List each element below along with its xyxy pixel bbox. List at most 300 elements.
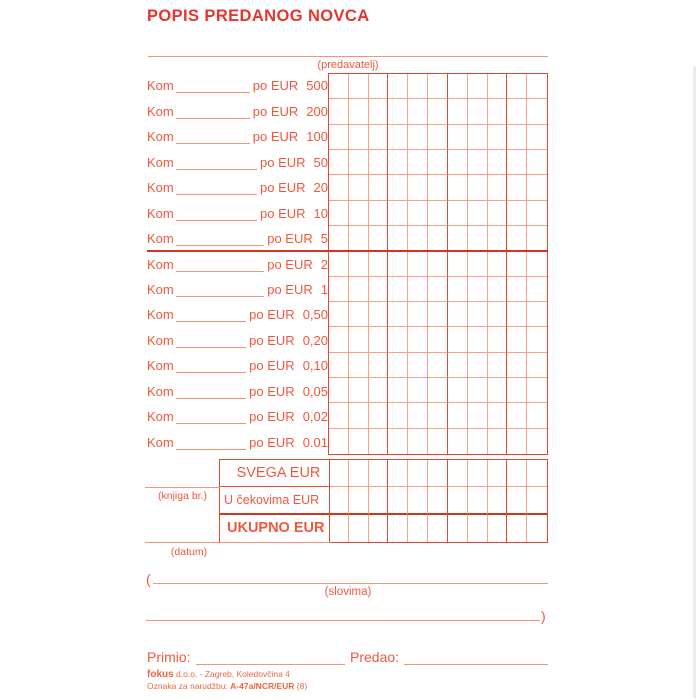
- grid-cell: [388, 487, 408, 514]
- grid-cell: [329, 429, 349, 454]
- grid-cell: [369, 378, 389, 403]
- grid-cell: [369, 226, 389, 251]
- grid-cell: [329, 403, 349, 428]
- grid-cell: [527, 74, 547, 99]
- grid-cell: [527, 403, 547, 428]
- grid-cell: [507, 99, 527, 124]
- grid-cell: [527, 302, 547, 327]
- grid-cell: [349, 125, 369, 150]
- grid-cell: [408, 429, 428, 454]
- quantity-write-line: [176, 180, 257, 195]
- grid-cell: [488, 302, 508, 327]
- grid-cell: [349, 378, 369, 403]
- denomination-value: 5: [320, 231, 328, 247]
- grid-cell: [388, 175, 408, 200]
- per-eur-label: po EUR: [249, 383, 295, 399]
- grid-cell: [448, 226, 468, 251]
- grid-cell: [369, 487, 389, 514]
- grid-cell: [369, 403, 389, 428]
- grid-cell: [507, 515, 527, 542]
- per-eur-label: po EUR: [249, 409, 295, 425]
- kom-label: Kom: [147, 231, 174, 247]
- grid-cell: [488, 403, 508, 428]
- grid-cell: [488, 125, 508, 150]
- grid-cell: [408, 378, 428, 403]
- grid-cell: [388, 302, 408, 327]
- denomination-value: 0,50: [302, 307, 328, 323]
- grid-cell: [408, 74, 428, 99]
- kom-label: Kom: [147, 154, 174, 170]
- summary-label-box: [219, 459, 330, 543]
- grid-cell: [408, 302, 428, 327]
- grid-cell: [527, 201, 547, 226]
- grid-cell: [329, 353, 349, 378]
- grid-cell: [448, 460, 468, 487]
- quantity-write-line: [176, 333, 246, 348]
- grid-cell: [349, 515, 369, 542]
- grid-cell: [388, 460, 408, 487]
- grid-cell: [448, 150, 468, 175]
- grid-cell: [349, 277, 369, 302]
- denomination-row-0,50: [147, 302, 328, 327]
- grid-cell: [369, 327, 389, 352]
- grid-cell: [468, 201, 488, 226]
- kom-label: Kom: [147, 383, 174, 399]
- grid-cell: [388, 515, 408, 542]
- tally-grid: [328, 73, 548, 455]
- grid-cell: [369, 429, 389, 454]
- grid-cell: [468, 125, 488, 150]
- grid-cell: [488, 378, 508, 403]
- denomination-value: 100: [306, 129, 328, 145]
- quantity-write-line: [176, 307, 246, 322]
- grid-cell: [448, 429, 468, 454]
- grid-cell: [349, 487, 369, 514]
- grid-cell: [527, 175, 547, 200]
- grid-cell: [507, 327, 527, 352]
- grid-cell: [408, 460, 428, 487]
- grid-cell: [428, 251, 448, 276]
- u-cekovima-eur-label: U čekovima EUR: [220, 487, 329, 514]
- grid-cell: [329, 201, 349, 226]
- grid-cell: [527, 150, 547, 175]
- grid-cell: [408, 403, 428, 428]
- grid-cell: [388, 403, 408, 428]
- quantity-write-line: [176, 257, 265, 272]
- predao-signature-row: [350, 648, 548, 665]
- close-parenthesis: ): [541, 608, 546, 624]
- grid-cell: [488, 429, 508, 454]
- grid-cell: [468, 429, 488, 454]
- grid-cell: [507, 302, 527, 327]
- knjiga-write-line: [145, 487, 220, 488]
- grid-cell: [369, 515, 389, 542]
- datum-write-line: [145, 542, 330, 543]
- grid-cell: [408, 353, 428, 378]
- slovima-write-line-1: [153, 583, 548, 584]
- grid-cell: [448, 378, 468, 403]
- grid-cell: [329, 99, 349, 124]
- kom-label: Kom: [147, 78, 174, 94]
- grid-cell: [428, 99, 448, 124]
- grid-cell: [468, 487, 488, 514]
- denomination-value: 10: [313, 205, 328, 221]
- grid-cell: [488, 515, 508, 542]
- grid-cell: [369, 74, 389, 99]
- grid-cell: [468, 175, 488, 200]
- grid-cell: [507, 277, 527, 302]
- predao-label: Predao:: [350, 649, 400, 665]
- kom-label: Kom: [147, 358, 174, 374]
- grid-cell: [448, 251, 468, 276]
- kom-label: Kom: [147, 256, 174, 272]
- grid-cell: [369, 99, 389, 124]
- grid-cell: [448, 403, 468, 428]
- grid-cell: [507, 201, 527, 226]
- grid-cell: [408, 201, 428, 226]
- grid-cell: [488, 74, 508, 99]
- grid-cell: [468, 302, 488, 327]
- grid-cell: [349, 251, 369, 276]
- predao-signature-line: [404, 661, 548, 665]
- grid-cell: [507, 125, 527, 150]
- grid-cell: [369, 302, 389, 327]
- per-eur-label: po EUR: [267, 231, 313, 247]
- grid-cell: [428, 74, 448, 99]
- grid-cell: [428, 515, 448, 542]
- page-edge-shadow: [693, 66, 696, 698]
- quantity-write-line: [176, 155, 257, 170]
- per-eur-label: po EUR: [249, 307, 295, 323]
- grid-cell: [349, 327, 369, 352]
- grid-cell: [488, 353, 508, 378]
- grid-cell: [388, 150, 408, 175]
- grid-cell: [408, 125, 428, 150]
- printer-imprint: [147, 669, 307, 691]
- grid-cell: [527, 515, 547, 542]
- grid-cell: [349, 99, 369, 124]
- grid-cell: [448, 487, 468, 514]
- grid-cell: [329, 125, 349, 150]
- grid-cell: [369, 175, 389, 200]
- grid-cell: [388, 74, 408, 99]
- grid-cell: [329, 378, 349, 403]
- notes-coins-divider-line: [147, 250, 548, 252]
- denomination-value: 0,02: [302, 409, 328, 425]
- grid-cell: [527, 277, 547, 302]
- per-eur-label: po EUR: [260, 180, 306, 196]
- grid-cell: [428, 226, 448, 251]
- denomination-value: 2: [320, 256, 328, 272]
- per-eur-label: po EUR: [249, 358, 295, 374]
- grid-cell: [507, 175, 527, 200]
- grid-cell: [369, 353, 389, 378]
- grid-cell: [428, 429, 448, 454]
- slovima-write-line-2: [146, 620, 540, 621]
- kom-label: Kom: [147, 332, 174, 348]
- grid-cell: [388, 226, 408, 251]
- grid-cell: [448, 327, 468, 352]
- grid-cell: [428, 327, 448, 352]
- grid-cell: [448, 353, 468, 378]
- imprint-order-line: Oznaka za narudžbu: A-47a/NCR/EUR (8): [147, 680, 308, 691]
- grid-cell: [408, 277, 428, 302]
- grid-cell: [488, 277, 508, 302]
- grid-cell: [349, 175, 369, 200]
- grid-cell: [349, 429, 369, 454]
- denomination-row-200: [147, 98, 328, 123]
- grid-cell: [408, 99, 428, 124]
- grid-cell: [507, 226, 527, 251]
- grid-cell: [369, 251, 389, 276]
- denomination-value: 0,20: [302, 332, 328, 348]
- grid-cell: [369, 277, 389, 302]
- denomination-row-0.01: [147, 430, 328, 455]
- quantity-write-line: [176, 231, 265, 246]
- quantity-write-line: [176, 78, 250, 93]
- grid-cell: [329, 251, 349, 276]
- grid-cell: [349, 150, 369, 175]
- grid-cell: [388, 99, 408, 124]
- grid-cell: [408, 251, 428, 276]
- grid-cell: [428, 175, 448, 200]
- grid-cell: [468, 251, 488, 276]
- per-eur-label: po EUR: [249, 434, 295, 450]
- grid-cell: [428, 277, 448, 302]
- grid-cell: [369, 460, 389, 487]
- grid-cell: [448, 515, 468, 542]
- grid-cell: [468, 327, 488, 352]
- denomination-value: 0,05: [302, 383, 328, 399]
- quantity-write-line: [176, 409, 246, 424]
- grid-cell: [448, 201, 468, 226]
- grid-cell: [428, 125, 448, 150]
- grid-cell: [349, 74, 369, 99]
- grid-cell: [488, 201, 508, 226]
- quantity-write-line: [176, 282, 265, 297]
- grid-cell: [527, 429, 547, 454]
- grid-cell: [349, 353, 369, 378]
- grid-cell: [448, 302, 468, 327]
- primio-signature-line: [196, 661, 345, 665]
- grid-cell: [329, 327, 349, 352]
- grid-cell: [527, 353, 547, 378]
- grid-cell: [369, 201, 389, 226]
- denomination-row-5: [147, 226, 328, 251]
- grid-cell: [507, 74, 527, 99]
- form-title: POPIS PREDANOG NOVCA: [147, 7, 370, 25]
- grid-cell: [468, 515, 488, 542]
- denomination-row-500: [147, 73, 328, 98]
- per-eur-label: po EUR: [252, 103, 299, 119]
- open-parenthesis: (: [146, 571, 151, 587]
- per-eur-label: po EUR: [249, 332, 295, 348]
- kom-label: Kom: [147, 205, 174, 221]
- grid-cell: [428, 201, 448, 226]
- grid-cell: [329, 74, 349, 99]
- primio-label: Primio:: [147, 649, 191, 665]
- grid-cell: [448, 175, 468, 200]
- per-eur-label: po EUR: [252, 78, 299, 94]
- slovima-caption: (slovima): [324, 586, 372, 598]
- kom-label: Kom: [147, 434, 174, 450]
- denomination-row-50: [147, 149, 328, 174]
- kom-label: Kom: [147, 281, 174, 297]
- grid-cell: [488, 327, 508, 352]
- grid-cell: [428, 302, 448, 327]
- grid-cell: [468, 353, 488, 378]
- knjiga-caption: (knjiga br.): [157, 490, 208, 502]
- grid-cell: [448, 99, 468, 124]
- grid-cell: [349, 201, 369, 226]
- kom-label: Kom: [147, 307, 174, 323]
- predavatelj-caption: (predavatelj): [317, 59, 379, 71]
- grid-cell: [468, 378, 488, 403]
- kom-label: Kom: [147, 129, 174, 145]
- ukupno-eur-label: UKUPNO EUR: [227, 520, 325, 537]
- denomination-row-100: [147, 124, 328, 149]
- grid-cell: [428, 353, 448, 378]
- grid-cell: [388, 327, 408, 352]
- denomination-value: 0.01: [302, 434, 328, 450]
- grid-cell: [488, 460, 508, 487]
- grid-cell: [388, 378, 408, 403]
- svega-eur-label: SVEGA EUR: [220, 460, 329, 487]
- denomination-value: 0,10: [302, 358, 328, 374]
- grid-cell: [507, 150, 527, 175]
- grid-cell: [468, 150, 488, 175]
- kom-label: Kom: [147, 180, 174, 196]
- per-eur-label: po EUR: [267, 256, 313, 272]
- predavatelj-write-line: [148, 56, 548, 57]
- grid-cell: [408, 175, 428, 200]
- quantity-write-line: [176, 104, 250, 119]
- grid-cell: [488, 175, 508, 200]
- denomination-row-0,10: [147, 353, 328, 378]
- denomination-value: 50: [313, 154, 328, 170]
- imprint-company-line: fokus d.o.o. - Zagreb, Koledovčina 4: [147, 669, 290, 680]
- grid-cell: [488, 226, 508, 251]
- grid-cell: [488, 487, 508, 514]
- grid-cell: [468, 403, 488, 428]
- denomination-row-20: [147, 175, 328, 200]
- quantity-write-line: [176, 384, 246, 399]
- grid-cell: [329, 175, 349, 200]
- grid-cell: [448, 277, 468, 302]
- grid-cell: [527, 251, 547, 276]
- grid-cell: [329, 487, 349, 514]
- grid-cell: [349, 460, 369, 487]
- grid-cell: [349, 302, 369, 327]
- primio-signature-row: [147, 648, 345, 665]
- denomination-row-10: [147, 200, 328, 225]
- grid-cell: [349, 403, 369, 428]
- grid-cell: [488, 150, 508, 175]
- grid-cell: [468, 99, 488, 124]
- kom-label: Kom: [147, 103, 174, 119]
- denomination-value: 1: [320, 281, 328, 297]
- denomination-value: 200: [306, 103, 328, 119]
- denomination-value: 500: [306, 78, 328, 94]
- grid-cell: [527, 226, 547, 251]
- grid-cell: [468, 74, 488, 99]
- grid-cell: [408, 226, 428, 251]
- grid-cell: [488, 99, 508, 124]
- per-eur-label: po EUR: [252, 129, 299, 145]
- grid-cell: [428, 487, 448, 514]
- grid-cell: [329, 302, 349, 327]
- quantity-write-line: [176, 358, 246, 373]
- grid-cell: [388, 429, 408, 454]
- grid-cell: [507, 403, 527, 428]
- per-eur-label: po EUR: [267, 281, 313, 297]
- grid-cell: [369, 150, 389, 175]
- grid-cell: [527, 125, 547, 150]
- grid-cell: [388, 277, 408, 302]
- grid-cell: [527, 327, 547, 352]
- grid-cell: [408, 150, 428, 175]
- denomination-row-0,20: [147, 328, 328, 353]
- kom-label: Kom: [147, 409, 174, 425]
- grid-cell: [468, 460, 488, 487]
- grid-cell: [468, 277, 488, 302]
- grid-cell: [448, 125, 468, 150]
- grid-cell: [408, 487, 428, 514]
- denomination-row-2: [147, 251, 328, 276]
- denomination-rows: [147, 73, 328, 455]
- quantity-write-line: [176, 206, 257, 221]
- grid-cell: [349, 226, 369, 251]
- grid-cell: [448, 74, 468, 99]
- grid-cell: [369, 125, 389, 150]
- grid-cell: [388, 353, 408, 378]
- grid-cell: [428, 460, 448, 487]
- grid-cell: [507, 429, 527, 454]
- grid-cell: [428, 403, 448, 428]
- grid-cell: [507, 460, 527, 487]
- summary-tally-grid: [328, 459, 548, 543]
- grid-cell: [507, 353, 527, 378]
- per-eur-label: po EUR: [260, 154, 306, 170]
- grid-cell: [408, 515, 428, 542]
- grid-cell: [388, 201, 408, 226]
- grid-cell: [408, 327, 428, 352]
- grid-cell: [507, 378, 527, 403]
- grid-cell: [527, 99, 547, 124]
- grid-cell: [468, 226, 488, 251]
- grid-cell: [527, 378, 547, 403]
- grid-cell: [428, 378, 448, 403]
- grid-cell: [329, 226, 349, 251]
- denomination-value: 20: [313, 180, 328, 196]
- grid-cell: [388, 251, 408, 276]
- denomination-row-0,05: [147, 379, 328, 404]
- grid-cell: [329, 277, 349, 302]
- grid-cell: [329, 150, 349, 175]
- per-eur-label: po EUR: [260, 205, 306, 221]
- quantity-write-line: [176, 129, 250, 144]
- grid-cell: [388, 125, 408, 150]
- denomination-row-0,02: [147, 404, 328, 429]
- grid-cell: [488, 251, 508, 276]
- grid-cell: [507, 251, 527, 276]
- grid-cell: [527, 487, 547, 514]
- grid-cell: [507, 487, 527, 514]
- grid-cell: [527, 460, 547, 487]
- denomination-row-1: [147, 277, 328, 302]
- grid-cell: [428, 150, 448, 175]
- quantity-write-line: [176, 435, 246, 450]
